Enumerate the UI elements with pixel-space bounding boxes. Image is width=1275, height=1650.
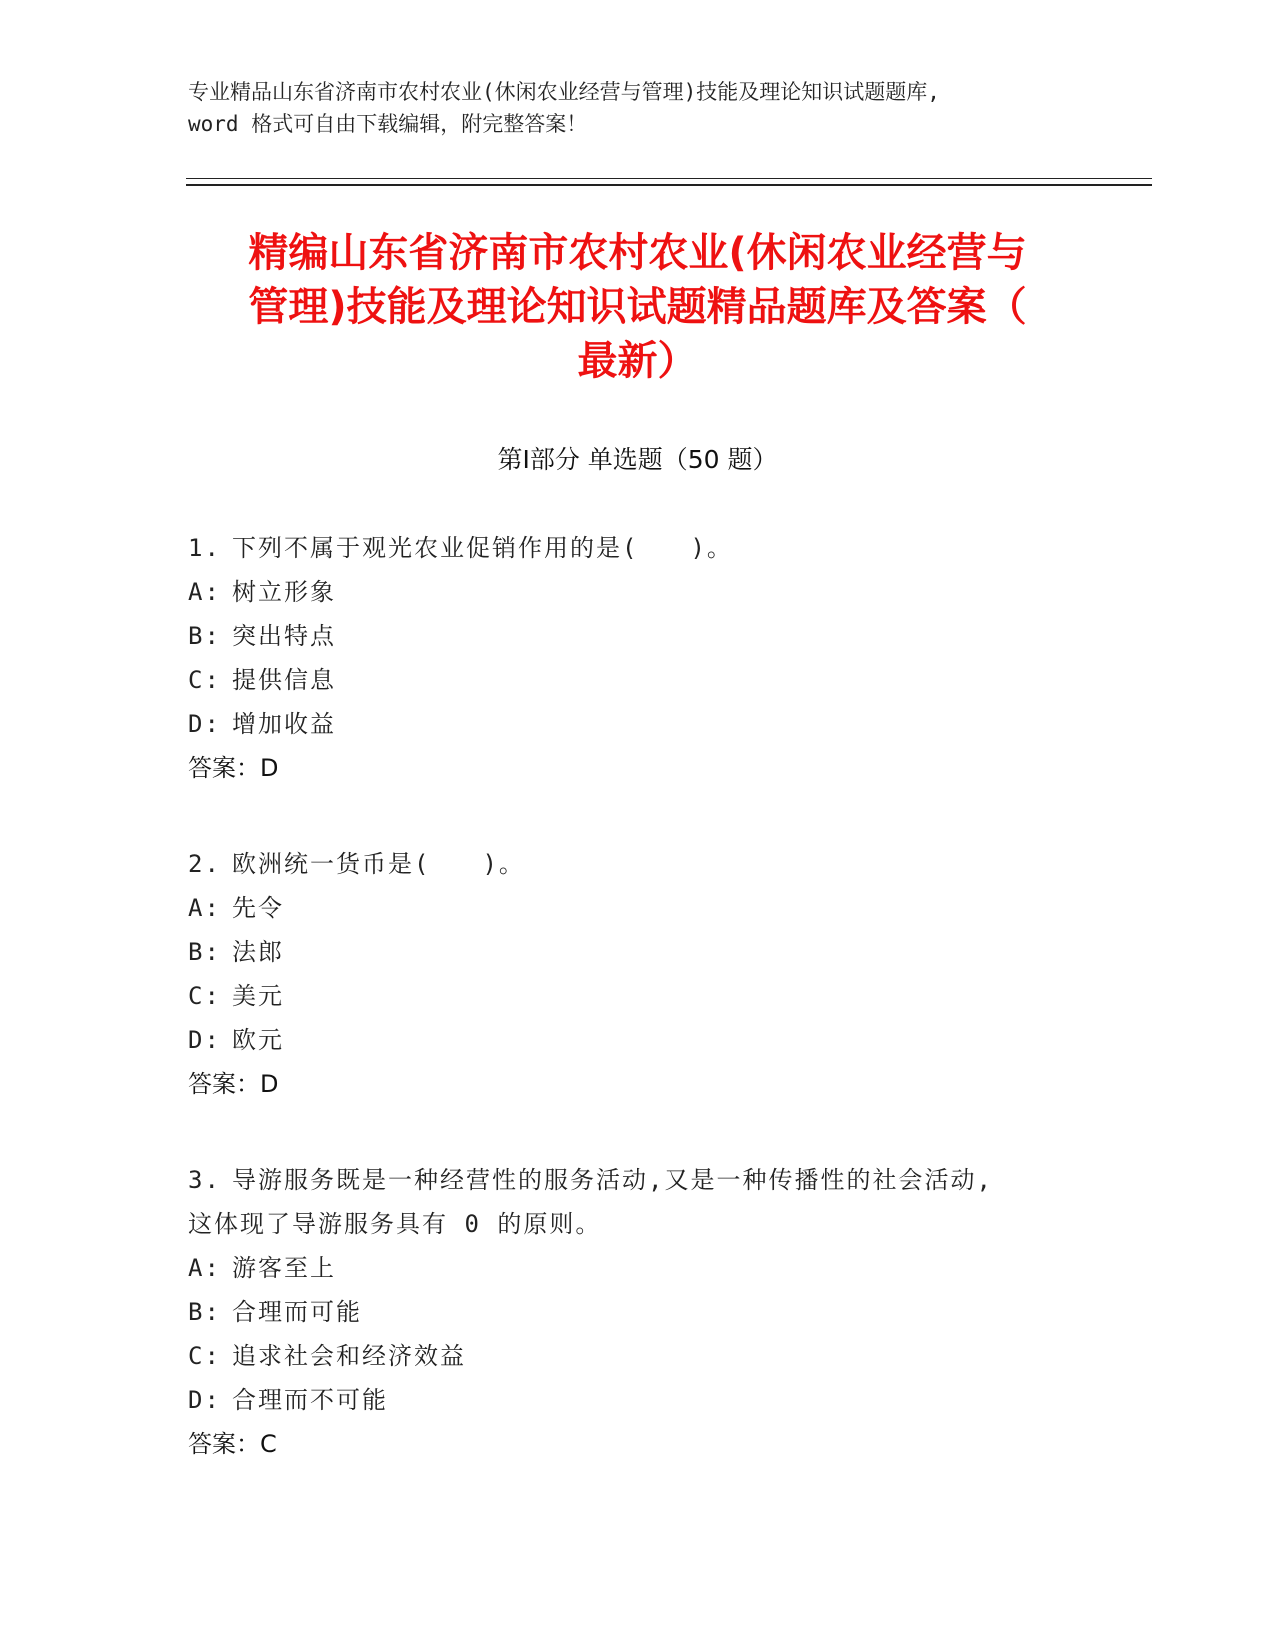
option-key: A: (188, 578, 221, 606)
option-b (188, 930, 1098, 974)
header-note-line-2: word 格式可自由下载编辑，附完整答案！ (188, 112, 588, 136)
option-text: 先令 (232, 894, 284, 922)
option-c (188, 1334, 1098, 1378)
option-text: 追求社会和经济效益 (232, 1342, 466, 1370)
option-key: A: (188, 1254, 221, 1282)
answer-line: 答案：D (188, 1070, 279, 1098)
option-d (188, 702, 1098, 746)
title-line-1: 精编山东省济南市农村农业(休闲农业经营与 (248, 230, 1027, 276)
option-b (188, 614, 1098, 658)
option-text: 游客至上 (232, 1254, 336, 1282)
question-stem (188, 526, 1098, 570)
option-key: C: (188, 666, 221, 694)
question-stem (188, 842, 1098, 886)
option-a (188, 886, 1098, 930)
option-c (188, 974, 1098, 1018)
option-text: 欧元 (232, 1026, 284, 1054)
option-a (188, 570, 1098, 614)
option-key: D: (188, 1026, 221, 1054)
option-text: 法郎 (232, 938, 284, 966)
header-divider-thick (186, 184, 1152, 186)
question-3 (188, 1158, 1098, 1466)
question-1 (188, 526, 1098, 790)
option-text: 突出特点 (232, 622, 336, 650)
title-line-3: 最新） (577, 338, 698, 384)
question-stem (188, 1158, 1098, 1202)
option-text: 树立形象 (232, 578, 336, 606)
answer-line: 答案：D (188, 754, 279, 782)
option-b (188, 1290, 1098, 1334)
option-key: B: (188, 938, 221, 966)
option-d (188, 1378, 1098, 1422)
question-number: 2. (188, 850, 221, 878)
option-text: 合理而可能 (232, 1298, 362, 1326)
option-text: 提供信息 (232, 666, 336, 694)
question-number: 3. (188, 1166, 221, 1194)
question-number: 1. (188, 534, 221, 562)
option-text: 增加收益 (232, 710, 336, 738)
option-key: D: (188, 1386, 221, 1414)
option-key: B: (188, 1298, 221, 1326)
document-title (180, 226, 1095, 388)
option-d (188, 1018, 1098, 1062)
question-text: 下列不属于观光农业促销作用的是( )。 (232, 534, 733, 562)
question-text: 欧洲统一货币是( )。 (232, 850, 525, 878)
option-key: C: (188, 982, 221, 1010)
option-key: B: (188, 622, 221, 650)
option-c (188, 658, 1098, 702)
title-line-2: 管理)技能及理论知识试题精品题库及答案（ (248, 284, 1027, 330)
answer-line: 答案：C (188, 1430, 277, 1458)
option-a (188, 1246, 1098, 1290)
question-text-line-1: 导游服务既是一种经营性的服务活动,又是一种传播性的社会活动, (232, 1166, 993, 1194)
question-2 (188, 842, 1098, 1106)
section-heading: 第Ⅰ部分 单选题（50 题） (497, 445, 778, 474)
header-note-line-1: 专业精品山东省济南市农村农业(休闲农业经营与管理)技能及理论知识试题题库, (188, 80, 940, 104)
option-key: A: (188, 894, 221, 922)
option-key: C: (188, 1342, 221, 1370)
header-divider-thin (186, 178, 1152, 179)
option-key: D: (188, 710, 221, 738)
option-text: 美元 (232, 982, 284, 1010)
question-text-line-2: 这体现了导游服务具有 0 的原则。 (188, 1210, 602, 1238)
header-note (188, 76, 1088, 140)
option-text: 合理而不可能 (232, 1386, 388, 1414)
